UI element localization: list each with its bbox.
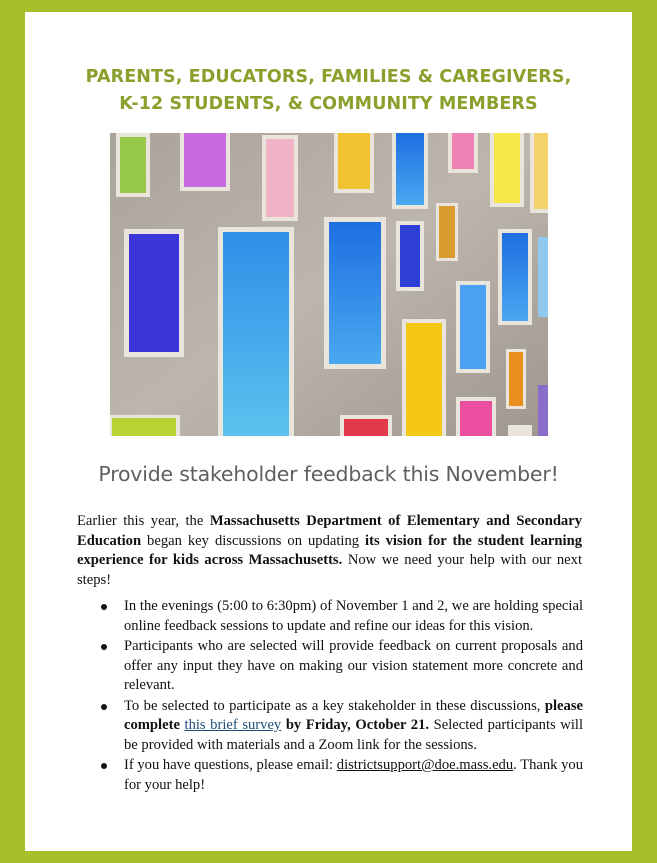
bullet-text: To be selected to participate as a key stakeholder in these discussions, [124,697,545,714]
header-line-1: PARENTS, EDUCATORS, FAMILIES & CAREGIVERS, [85,67,572,87]
intro-text-1: Earlier this year, the [77,513,210,529]
bullet-dot-icon [101,604,107,610]
colorful-windows-photo [110,133,548,436]
bullet-bold-text: please complete [124,697,583,733]
bullet-text: Participants who are selected will provide feedback on current proposals and offer any input they have on making our vision statement more concrete and relevant. [124,638,583,693]
flyer-page [25,12,632,851]
list-item [97,637,583,696]
list-item [97,597,583,636]
email-link[interactable]: districtsupport@doe.mass.edu [336,757,514,773]
header-line-2: K-12 STUDENTS, & COMMUNITY MEMBERS [119,94,538,114]
intro-vision: its vision for the student learning experience for kids across Massachusetts. [77,532,582,568]
bullet-list [97,597,583,796]
intro-paragraph [77,512,582,590]
page-subtitle: Provide stakeholder feedback this November! [98,462,559,486]
bullet-text: If you have questions, please email: [124,757,337,773]
flyer-header [25,64,632,118]
intro-organization: Massachusetts Department of Elementary and Secondary Education [77,513,583,549]
intro-text-2: began key discussions on updating [141,532,366,549]
list-item [97,697,583,756]
bullet-text: . Thank you for your help! [124,757,584,793]
intro-text-3: Now we need your help with our next steps! [77,552,582,588]
bullet-text: In the evenings (5:00 to 6:30pm) of November 1 and 2, we are holding special online feedback sessions to update and refine our ideas for this vision. [124,598,583,634]
bullet-text: Selected participants will be provided with materials and a Zoom link for the sessions. [124,717,583,753]
bullet-dot-icon [101,644,107,650]
list-item [97,756,583,795]
survey-link[interactable]: this brief survey [184,717,282,733]
bullet-dot-icon [101,763,107,769]
bullet-deadline: by Friday, October 21. [281,717,430,733]
bullet-dot-icon [101,704,107,710]
